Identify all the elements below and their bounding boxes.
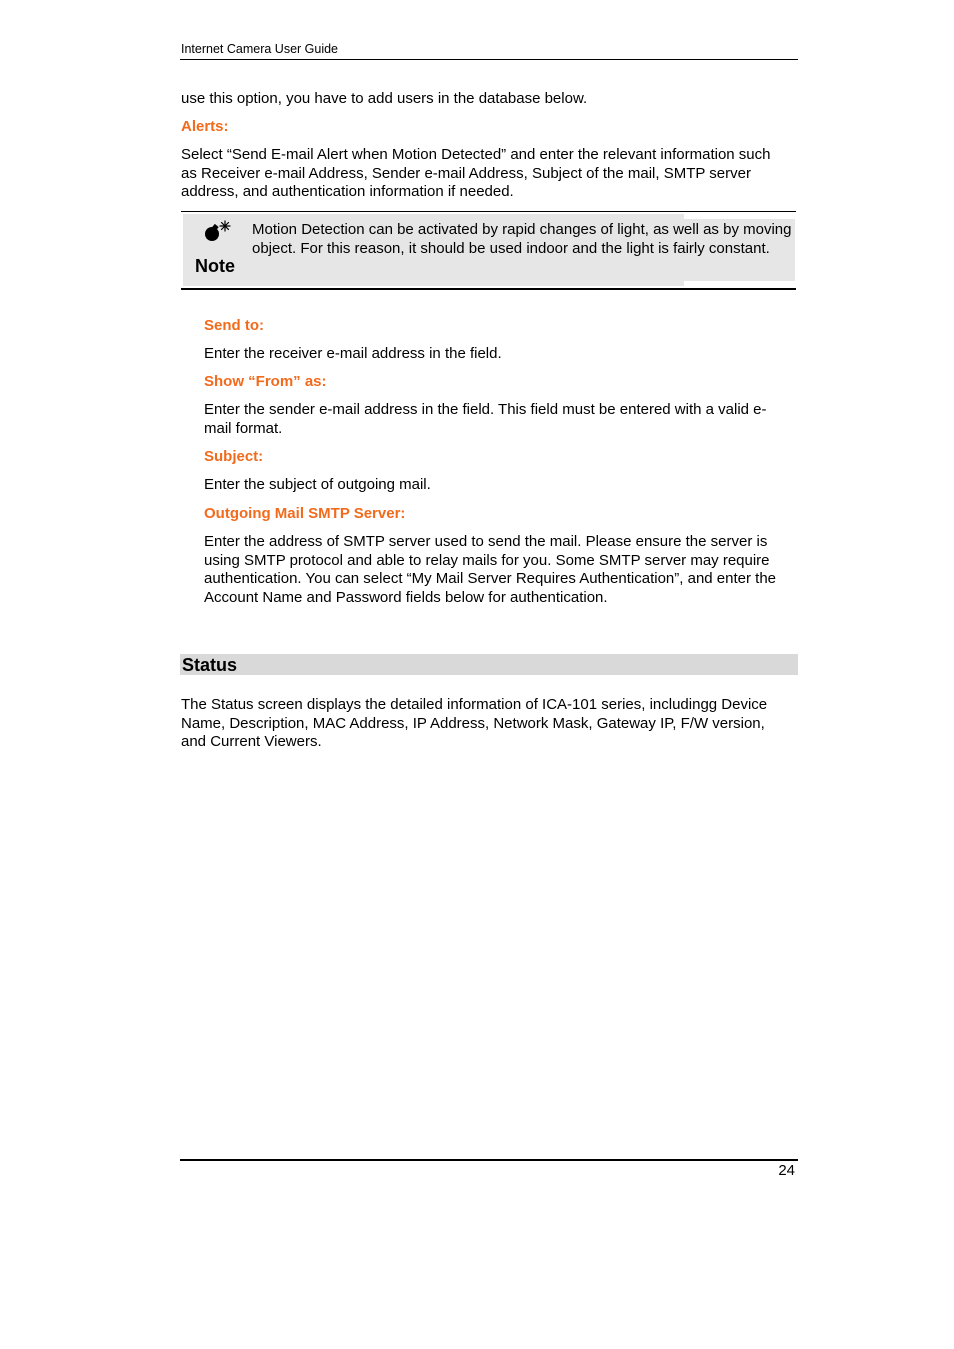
show-from-paragraph: Enter the sender e-mail address in the field. This field must be entered with a valid e-mail format.	[204, 401, 767, 437]
smtp-paragraph: Enter the address of SMTP server used to send the mail. Please ensure the server is using SMTP protocol and able to relay mails for you. Some SMTP server may require authentication. You can select “My Mail Server Requires Authentication”, and enter the Account Name and Password fields below for authentication.	[204, 533, 776, 606]
send-to-heading: Send to:	[204, 317, 264, 334]
note-label: Note	[195, 256, 235, 276]
note-box	[181, 211, 796, 290]
show-from-heading: Show “From” as:	[204, 373, 327, 390]
page-number: 24	[778, 1162, 795, 1179]
subject-paragraph: Enter the subject of outgoing mail.	[204, 476, 431, 493]
status-heading: Status	[182, 655, 238, 675]
note-label-cell	[183, 214, 247, 286]
subject-heading: Subject:	[204, 448, 264, 465]
footer-rule	[180, 1159, 798, 1161]
status-paragraph: The Status screen displays the detailed information of ICA-101 series, includingg Device Name, Description, MAC Address, IP Address, Network Mask, Gateway IP, F/W version, and Current Viewers.	[181, 696, 768, 750]
smtp-heading: Outgoing Mail SMTP Server:	[204, 505, 406, 522]
alerts-paragraph: Select “Send E-mail Alert when Motion Detected” and enter the relevant information such as Receiver e-mail Address, Sender e-mail Address, Subject of the mail, SMTP server address, and authentication information if needed.	[181, 146, 771, 200]
running-header-title: Internet Camera User Guide	[181, 42, 339, 56]
header-rule	[180, 59, 798, 60]
alerts-heading: Alerts:	[181, 118, 229, 135]
note-text: Motion Detection can be activated by rapid changes of light, as well as by moving object. For this reason, it should be used indoor and the light is fairly constant.	[252, 221, 792, 257]
bomb-icon	[203, 220, 233, 242]
send-to-paragraph: Enter the receiver e-mail address in the field.	[204, 345, 502, 362]
intro-paragraph: use this option, you have to add users in the database below.	[181, 90, 588, 107]
status-section-bar	[180, 654, 798, 675]
